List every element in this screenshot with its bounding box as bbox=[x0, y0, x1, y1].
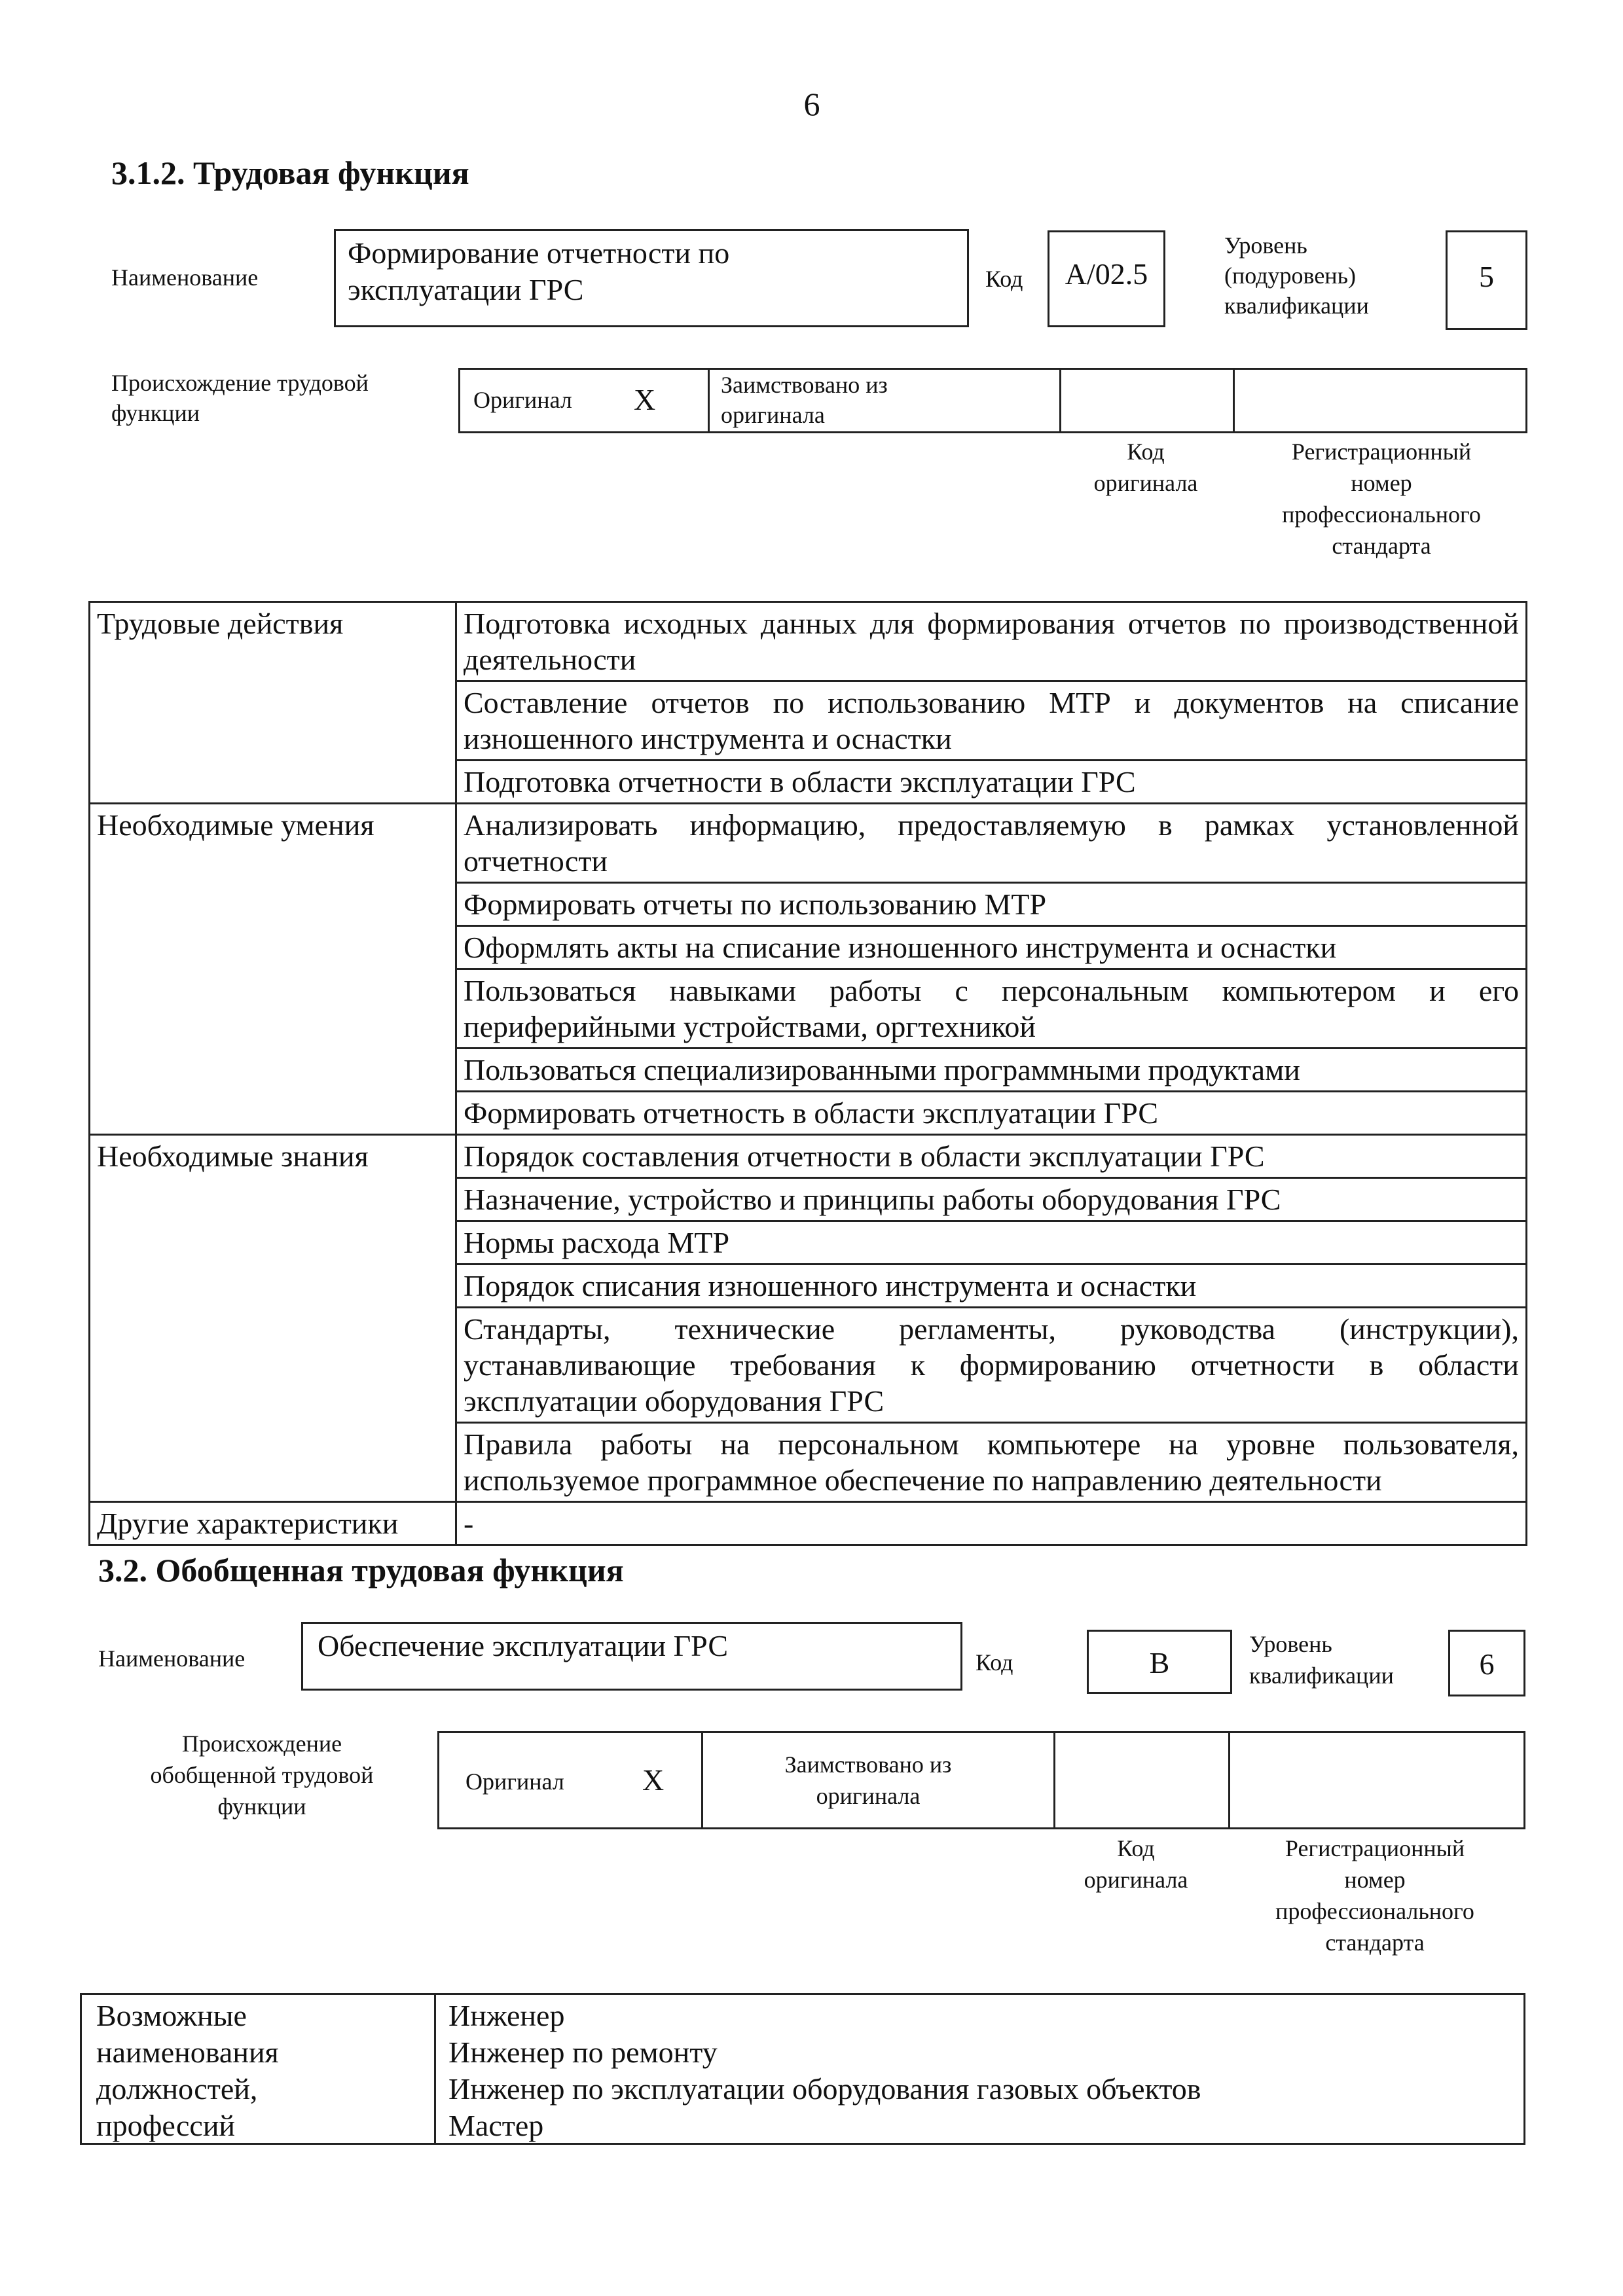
divider bbox=[1228, 1733, 1230, 1827]
level-label-line2: (подуровень) bbox=[1224, 262, 1356, 289]
section-heading-3-1-2: 3.1.2. Трудовая функция bbox=[111, 154, 469, 191]
code-original-line1: Код bbox=[1127, 439, 1165, 465]
position-item: Инженер по эксплуатации оборудования газовых объектов bbox=[448, 2072, 1201, 2106]
knowledge-item: Нормы расхода МТР bbox=[456, 1221, 1527, 1265]
borrowed-label-2 bbox=[708, 1749, 1029, 1812]
action-item: Составление отчетов по использованию МТР и документов на списание изношенного инструмента и оснастки bbox=[456, 681, 1527, 761]
skills-label: Необходимые умения bbox=[90, 804, 456, 1135]
borrowed-2-line2: оригинала bbox=[816, 1783, 921, 1809]
registration-caption bbox=[1231, 436, 1532, 562]
registration-2-line3: профессионального bbox=[1275, 1898, 1474, 1924]
level-label-2-line2: квалификации bbox=[1249, 1662, 1394, 1689]
positions-label-line1: Возможные bbox=[96, 1999, 247, 2032]
knowledge-item: Назначение, устройство и принципы работы оборудования ГРС bbox=[456, 1178, 1527, 1221]
code-label-2: Код bbox=[976, 1649, 1013, 1676]
skill-item: Оформлять акты на списание изношенного инструмента и оснастки bbox=[456, 926, 1527, 969]
origin-row-2 bbox=[437, 1731, 1525, 1829]
code-value-2: B bbox=[1149, 1646, 1170, 1679]
borrowed-2-line1: Заимствовано из bbox=[784, 1751, 952, 1778]
position-item: Мастер bbox=[448, 2109, 544, 2142]
knowledge-item: Порядок составления отчетности в области эксплуатации ГРС bbox=[456, 1135, 1527, 1178]
divider bbox=[1059, 370, 1061, 431]
labor-function-table bbox=[88, 601, 1527, 1546]
page-number: 6 bbox=[803, 86, 820, 122]
level-value-2: 6 bbox=[1479, 1647, 1495, 1681]
skill-item: Формировать отчеты по использованию МТР bbox=[456, 883, 1527, 926]
function-name-line2: эксплуатации ГРС bbox=[348, 273, 584, 306]
registration-2-line4: стандарта bbox=[1325, 1929, 1425, 1956]
function-name-line1: Формирование отчетности по bbox=[348, 236, 730, 270]
registration-line3: профессионального bbox=[1282, 501, 1481, 528]
skill-item: Пользоваться навыками работы с персональным компьютером и его периферийными устройствами, оргтехникой bbox=[456, 969, 1527, 1049]
code-original-caption-2 bbox=[1048, 1833, 1224, 1895]
registration-line1: Регистрационный bbox=[1291, 439, 1472, 465]
position-item: Инженер по ремонту bbox=[448, 2036, 718, 2069]
borrowed-line1: Заимствовано из bbox=[721, 372, 888, 398]
positions-list bbox=[448, 1998, 1201, 2144]
borrowed-line2: оригинала bbox=[721, 402, 825, 428]
code-value-box-2 bbox=[1087, 1630, 1232, 1694]
level-value: 5 bbox=[1479, 260, 1494, 293]
table-row bbox=[90, 1135, 1527, 1178]
action-item: Подготовка исходных данных для формирования отчетов по производственной деятельности bbox=[456, 602, 1527, 681]
other-value: - bbox=[456, 1502, 1527, 1545]
level-value-box bbox=[1446, 230, 1527, 330]
table-row bbox=[90, 804, 1527, 883]
code-original-2-line2: оригинала bbox=[1084, 1867, 1188, 1893]
divider bbox=[708, 370, 710, 431]
code-label: Код bbox=[985, 266, 1023, 292]
table-row bbox=[90, 1502, 1527, 1545]
action-item: Подготовка отчетности в области эксплуатации ГРС bbox=[456, 761, 1527, 804]
skill-item: Пользоваться специализированными программными продуктами bbox=[456, 1049, 1527, 1092]
positions-table bbox=[80, 1993, 1525, 2145]
knowledge-item: Порядок списания изношенного инструмента и оснастки bbox=[456, 1265, 1527, 1308]
origin-label-line1: Происхождение трудовой bbox=[111, 370, 369, 396]
positions-label-line2: наименования bbox=[96, 2036, 279, 2069]
actions-label: Трудовые действия bbox=[90, 602, 456, 804]
generalized-function-name: Обеспечение эксплуатации ГРС bbox=[318, 1629, 728, 1662]
registration-line4: стандарта bbox=[1332, 533, 1431, 559]
generalized-function-name-box bbox=[301, 1622, 962, 1691]
level-value-box-2 bbox=[1448, 1630, 1525, 1696]
borrowed-label bbox=[721, 370, 888, 430]
divider bbox=[701, 1733, 703, 1827]
original-mark: X bbox=[634, 383, 656, 416]
table-row bbox=[90, 602, 1527, 681]
code-value-box bbox=[1048, 230, 1165, 327]
code-original-line2: оригинала bbox=[1093, 470, 1198, 496]
origin-row bbox=[458, 368, 1527, 433]
original-label-2: Оригинал bbox=[465, 1768, 564, 1795]
level-label-line1: Уровень bbox=[1224, 232, 1307, 259]
registration-2-line1: Регистрационный bbox=[1285, 1835, 1465, 1861]
divider bbox=[1233, 370, 1235, 431]
divider bbox=[1053, 1733, 1055, 1827]
level-label-2-line1: Уровень bbox=[1249, 1631, 1332, 1657]
positions-label-line3: должностей, bbox=[96, 2072, 258, 2106]
level-label bbox=[1224, 230, 1369, 321]
skill-item: Формировать отчетность в области эксплуатации ГРС bbox=[456, 1092, 1527, 1135]
registration-caption-2 bbox=[1224, 1833, 1525, 1958]
knowledge-label: Необходимые знания bbox=[90, 1135, 456, 1502]
original-label: Оригинал bbox=[473, 387, 572, 413]
positions-label-line4: профессий bbox=[96, 2109, 236, 2142]
knowledge-item: Стандарты, технические регламенты, руководства (инструкции), устанавливающие требования к формированию отчетности в области эксплуатации оборудования ГРС bbox=[456, 1308, 1527, 1423]
skill-item: Анализировать информацию, предоставляемую в рамках установленной отчетности bbox=[456, 804, 1527, 883]
function-name-box bbox=[334, 229, 969, 327]
knowledge-item: Правила работы на персональном компьютере на уровне пользователя, используемое программное обеспечение по направлению деятельности bbox=[456, 1423, 1527, 1502]
origin-label-2-line1: Происхождение bbox=[181, 1731, 342, 1757]
level-label-line3: квалификации bbox=[1224, 293, 1369, 319]
name-label-2: Наименование bbox=[98, 1645, 246, 1672]
origin-label-2-line3: функции bbox=[217, 1793, 306, 1820]
origin-label-2 bbox=[108, 1728, 416, 1822]
original-mark-2: X bbox=[642, 1763, 665, 1797]
code-original-caption bbox=[1054, 436, 1237, 499]
name-label: Наименование bbox=[111, 264, 259, 291]
positions-label bbox=[96, 1998, 279, 2144]
other-label: Другие характеристики bbox=[90, 1502, 456, 1545]
origin-label bbox=[111, 368, 369, 428]
code-original-2-line1: Код bbox=[1117, 1835, 1155, 1861]
section-heading-3-2: 3.2. Обобщенная трудовая функция bbox=[98, 1552, 624, 1588]
divider bbox=[434, 1995, 436, 2143]
registration-2-line2: номер bbox=[1344, 1867, 1406, 1893]
level-label-2 bbox=[1249, 1628, 1394, 1691]
registration-line2: номер bbox=[1351, 470, 1412, 496]
origin-label-2-line2: обобщенной трудовой bbox=[150, 1762, 374, 1788]
position-item: Инженер bbox=[448, 1999, 565, 2032]
code-value: A/02.5 bbox=[1065, 257, 1148, 291]
origin-label-line2: функции bbox=[111, 400, 200, 426]
